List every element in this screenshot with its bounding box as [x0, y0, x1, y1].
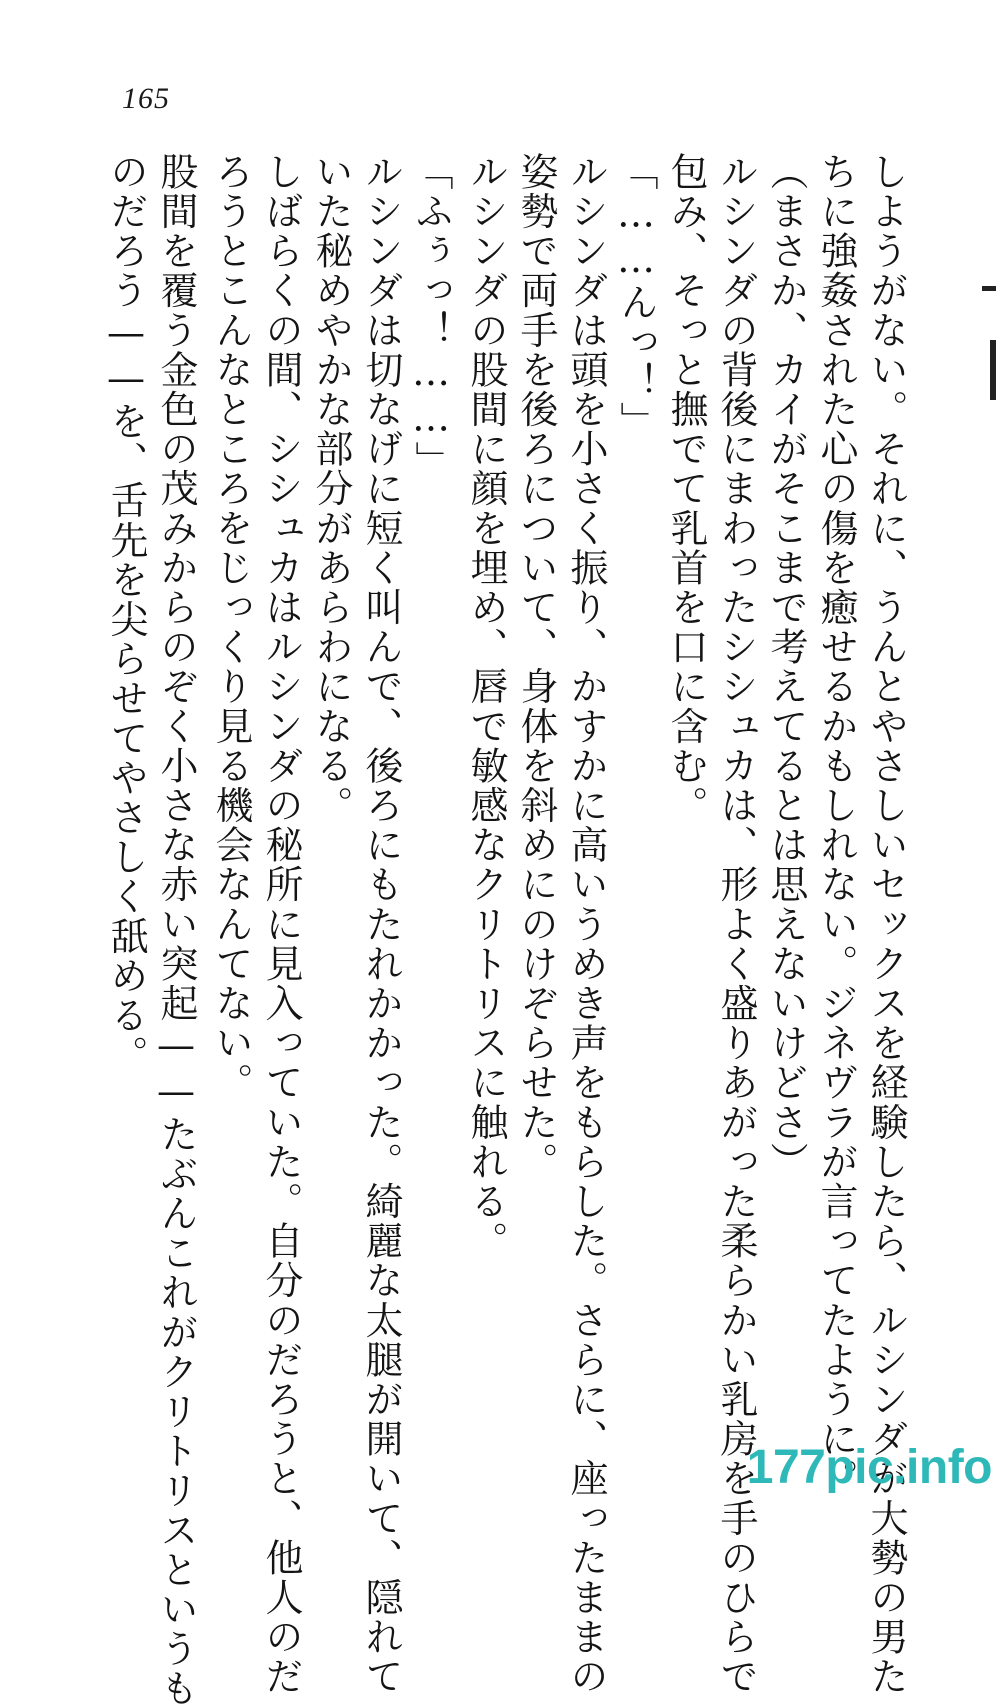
text-column-12: いた秘めやかな部分があらわになる。	[309, 152, 353, 826]
text-column-13: しばらくの間、シシュカはルシンダの秘所に見入っていた。自分のだろうと、他人のだ	[259, 152, 303, 1697]
text-column-15: 股間を覆う金色の茂みからのぞく小さな赤い突起——たぶんこれがクリトリスというも	[154, 152, 198, 1708]
text-column-6: 「……んっ！」	[614, 152, 658, 442]
text-column-1: しようがない。それに、うんとやさしいセックスを経験したら、ルシンダが大勢の男た	[864, 152, 908, 1697]
watermark: 177pic.info	[746, 1441, 992, 1494]
text-column-11: ルシンダは切なげに短く叫んで、後ろにもたれかかった。綺麗な太腿が開いて、隠れて	[359, 152, 403, 1697]
text-column-5: 包み、そっと撫でて乳首を口に含む。	[664, 152, 708, 826]
text-column-14: ろうとこんなところをじっくり見る機会なんてない。	[209, 152, 253, 1103]
text-column-16: のだろう——を、舌先を尖らせてやさしく舐める。	[104, 152, 148, 1075]
text-column-7: ルシンダは頭を小さく振り、かすかに高いうめき声をもらした。さらに、座ったままの	[564, 152, 608, 1697]
scan-mark	[990, 340, 996, 400]
text-column-3: （まさか、カイがそこまで考えてるとは思えないけどさ）	[764, 152, 808, 1182]
text-column-9: ルシンダの股間に顔を埋め、唇で敏感なクリトリスに触れる。	[464, 152, 508, 1261]
text-column-8: 姿勢で両手を後ろについて、身体を斜めにのけぞらせた。	[514, 152, 558, 1182]
text-column-2: ちに強姦された心の傷を癒せるかもしれない。ジネヴラが言ってたように。	[814, 152, 858, 1499]
text-column-10: 「ふぅっ！……」	[409, 152, 453, 481]
page-number: 165	[122, 82, 170, 115]
text-column-4: ルシンダの背後にまわったシシュカは、形よく盛りあがった柔らかい乳房を手のひらで	[714, 152, 758, 1697]
scan-mark	[982, 286, 996, 291]
